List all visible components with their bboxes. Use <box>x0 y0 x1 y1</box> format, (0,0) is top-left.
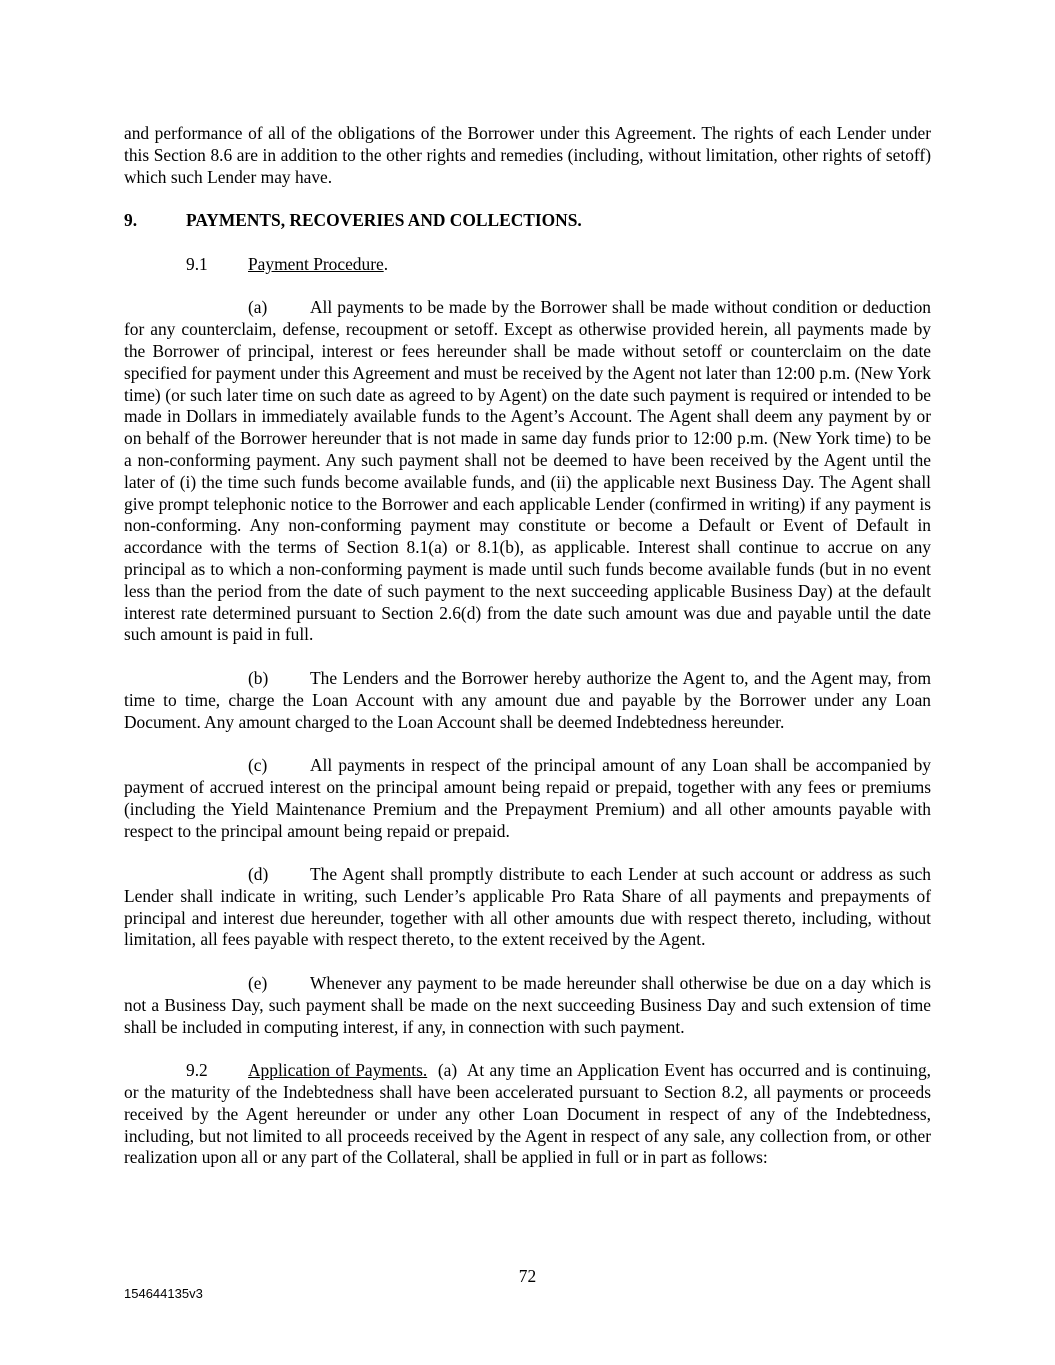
paragraph-e <box>124 973 931 1038</box>
paragraph-a-text: All payments to be made by the Borrower shall be made without condition or deduction for any counterclaim, defense, recoupment or setoff. Except as otherwise provided herein, all payments made by the Borrower of principal, interest or fees hereunder shall be made without setoff or counterclaim on the date specified for payment under this Agreement and must be received by the Agent not later than 12:00 p.m. (New York time) (or such later time on such date as agreed to by Agent) on the date such payment is required or intended to be made in Dollars in immediately available funds to the Agent’s Account. The Agent shall deem any payment by or on behalf of the Borrower hereunder that is not made in same day funds prior to 12:00 p.m. (New York time) to be a non-conforming payment. Any such payment shall not be deemed to have been received by the Agent until the later of (i) the time such funds become available funds, and (ii) the applicable next Business Day. The Agent shall give prompt telephonic notice to the Borrower and each applicable Lender (confirmed in writing) if any payment is non-conforming. Any non-conforming payment may constitute or become a Default or Event of Default in accordance with the terms of Section 8.1(a) or 8.1(b), as applicable. Interest shall continue to accrue on any principal as to which a non-conforming payment is made until such funds become available funds (but in no event less than the period from the date of such payment to the next succeeding applicable Business Day) at the default interest rate determined pursuant to Section 2.6(d) from the date such amount was due and payable until the date such amount is paid in full. <box>124 297 931 645</box>
paragraph-e-text: Whenever any payment to be made hereunder shall otherwise be due on a day which is not a Business Day, such payment shall be made on the next succeeding Business Day and such extension of time shall be included in computing interest, if any, in connection with such payment. <box>124 973 931 1037</box>
paragraph-d-label: (d) <box>248 864 269 885</box>
paragraph-c-label: (c) <box>248 755 268 776</box>
paragraph-a <box>124 297 931 646</box>
section-9-title: PAYMENTS, RECOVERIES AND COLLECTIONS. <box>186 210 582 231</box>
paragraph-c <box>124 755 931 842</box>
document-id: 154644135v3 <box>124 1286 203 1301</box>
paragraph-c-text: All payments in respect of the principal amount of any Loan shall be accompanied by payment of accrued interest on the principal amount being repaid or prepaid, together with any fees or premiums (including the Yield Maintenance Premium and the Prepayment Premium) and all other amounts payable with respect to the principal amount being repaid or prepaid. <box>124 755 931 841</box>
section-9-1-title: Payment Procedure <box>248 253 384 274</box>
paragraph-b-text: The Lenders and the Borrower hereby authorize the Agent to, and the Agent may, from time to time, charge the Loan Account with any amount due and payable by the Borrower under any Loan Document. Any amount charged to the Loan Account shall be deemed Indebtedness hereunder. <box>124 667 931 732</box>
document-page <box>124 123 936 1169</box>
section-9-2-paragraph <box>124 1060 936 1169</box>
section-9-2-title: Application of Payments. <box>248 1060 428 1081</box>
page-number: 72 <box>518 1266 537 1286</box>
paragraph-d <box>124 864 931 951</box>
section-9-heading <box>124 210 931 232</box>
section-9-number: 9. <box>124 210 138 231</box>
paragraph-b <box>124 668 931 733</box>
section-9-1-number: 9.1 <box>186 253 208 274</box>
section-9-1-heading: 9.1 Payment Procedure. <box>186 253 389 274</box>
paragraph-b-label: (b) <box>248 667 269 688</box>
paragraph-d-text: The Agent shall promptly distribute to each Lender at such account or address as such Lender shall indicate in writing, such Lender’s applicable Pro Rata Share of all payments and prepayments of principal and interest due hereunder, together with all other amounts due with respect thereto, including, without limitation, all fees payable with respect thereto, to the extent received by the Agent. <box>124 864 931 950</box>
paragraph-e-label: (e) <box>248 973 268 994</box>
section-9-2-text: (a) At any time an Application Event has occurred and is continuing, or the maturity of the Indebtedness shall have been accelerated pursuant to Section 8.2, all payments or proceeds received by the Agent hereunder or under any other Loan Document in respect of any of the Indebtedness, including, but not limited to all proceeds received by the Agent in respect of any sale, any collection from, or other realization upon all or any part of the Collateral, shall be applied in full or in part as follows: <box>124 1060 936 1168</box>
paragraph-a-label: (a) <box>248 297 268 318</box>
section-9-2-number: 9.2 <box>186 1060 208 1081</box>
continuation-paragraph: and performance of all of the obligations of the Borrower under this Agreement. The rights of each Lender under this Section 8.6 are in addition to the other rights and remedies (including, without limitation, other rights of setoff) which such Lender may have. <box>124 123 931 187</box>
